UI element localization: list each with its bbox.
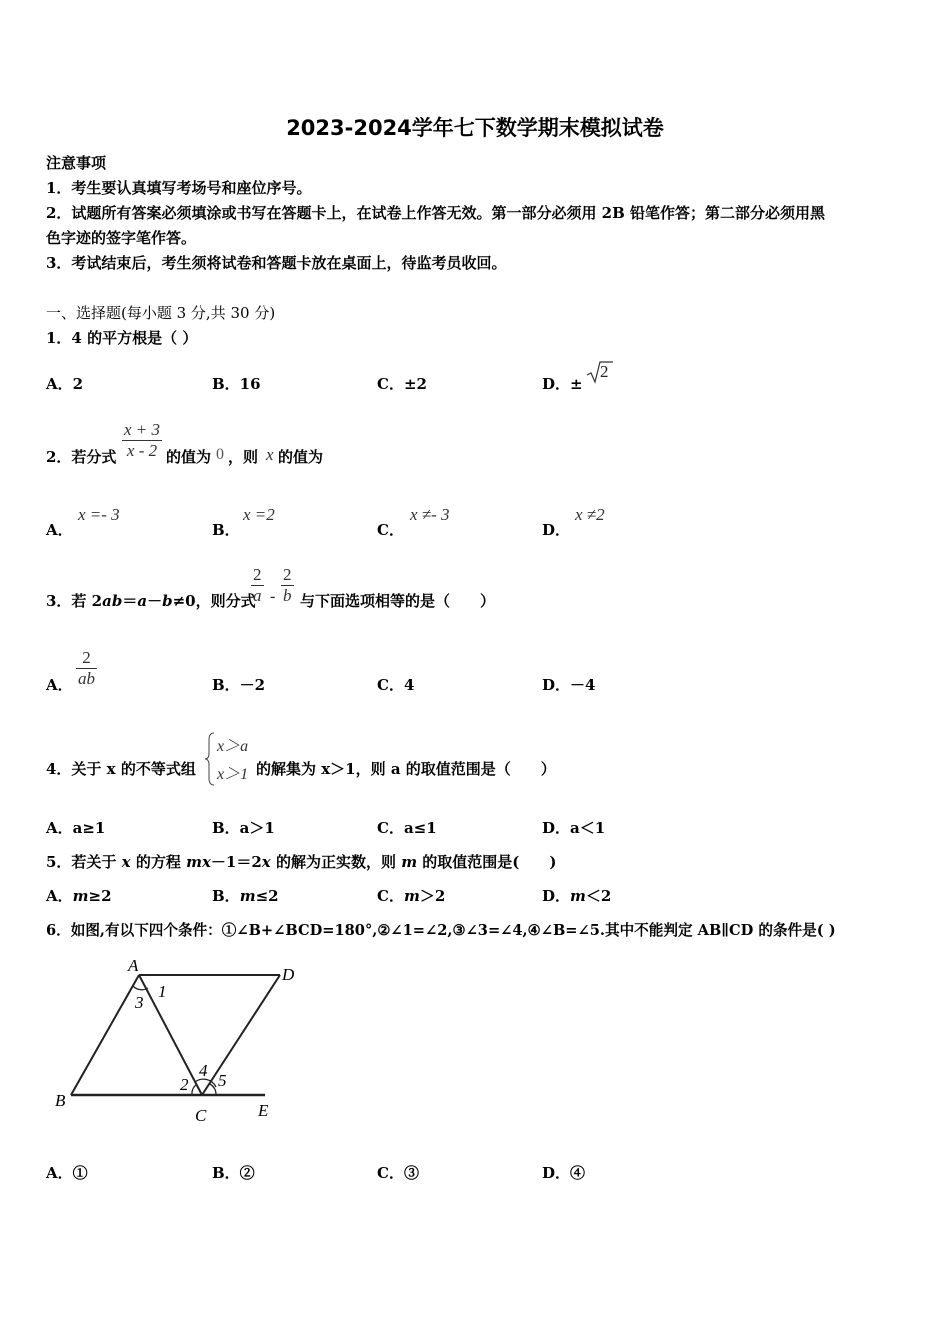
q3-cond: ≠0，则分式 xyxy=(172,592,256,610)
q3-a: a xyxy=(137,592,148,610)
label-angle-2: 2 xyxy=(180,1075,189,1094)
segment-AB xyxy=(71,975,139,1095)
q3-option-a-fraction xyxy=(76,648,97,689)
q5-c-var: m xyxy=(403,887,420,905)
q3-option-d: D．－4 xyxy=(542,676,596,694)
q5-c-label: C． xyxy=(377,887,404,905)
question-2-end: 的值为 xyxy=(278,448,324,466)
label-D: D xyxy=(282,965,295,984)
q2-option-c: x ≠- 3 xyxy=(410,505,450,524)
question-3-post: 与下面选项相等的是（ ） xyxy=(300,592,496,610)
q2-fraction-denominator: x - 2 xyxy=(122,440,162,461)
q5-a-rel: ≥2 xyxy=(88,887,112,905)
q3-option-a-numerator: 2 xyxy=(82,648,91,667)
q3-fraction-1-denominator: a xyxy=(253,586,262,605)
q5-mx: mx xyxy=(186,853,211,871)
q2-fraction-numerator: x + 3 xyxy=(124,420,161,439)
q1-option-a: A．2 xyxy=(46,375,84,393)
label-angle-5: 5 xyxy=(218,1071,227,1090)
q3-eq: ＝ xyxy=(122,592,138,610)
q4-system-line-1: x＞a xyxy=(217,738,249,755)
question-2-mid: 的值为 xyxy=(166,448,212,466)
q5-x2: x xyxy=(261,853,271,871)
q5-option-c xyxy=(377,885,445,906)
question-6-stem: 6．如图,有以下四个条件：①∠B+∠BCD=180°,②∠1=∠2,③∠3=∠4,④∠B=∠5.其中不能判定 AB∥CD 的条件是( ) xyxy=(46,922,836,939)
q4-option-c: C．a≤1 xyxy=(377,819,437,837)
q3-option-c: C．4 xyxy=(377,676,415,694)
q5-a-label: A． xyxy=(46,887,73,905)
q2-option-b: x =2 xyxy=(243,505,275,524)
q3-fraction-2-numerator: 2 xyxy=(283,565,292,584)
q5-b-label: B． xyxy=(212,887,240,905)
q2-option-a: x =- 3 xyxy=(78,505,120,524)
notice-item-2-cont: 色字迹的签字笔作答。 xyxy=(46,229,197,247)
q5-p5: 的取值范围是( ) xyxy=(417,853,557,871)
q4-option-b: B．a＞1 xyxy=(212,819,275,837)
notice-item-1: 1．考生要认真填写考场号和座位序号。 xyxy=(46,179,312,197)
q1-option-c: C．±2 xyxy=(377,375,427,393)
q2-option-c-label: C． xyxy=(377,521,404,539)
q3-b: b xyxy=(162,592,173,610)
label-C: C xyxy=(195,1106,207,1125)
question-3-pre xyxy=(46,590,256,611)
q6-option-c: C．③ xyxy=(377,1164,419,1182)
q2-option-d-label: D． xyxy=(542,521,571,539)
q6-option-d: D．④ xyxy=(542,1164,586,1182)
q5-p2: 的方程 xyxy=(130,853,187,871)
q2-fraction xyxy=(122,420,162,461)
q4-option-d: D．a＜1 xyxy=(542,819,606,837)
q5-d-rel: ＜2 xyxy=(585,887,612,905)
segment-AC xyxy=(139,975,202,1095)
q2-option-a-label: A． xyxy=(46,521,73,539)
q1-option-b: B．16 xyxy=(212,375,261,393)
q3-minus: － xyxy=(147,592,163,610)
brace-icon xyxy=(204,732,216,786)
label-angle-1: 1 xyxy=(158,982,167,1001)
question-2-number: 2．若分式 xyxy=(46,448,117,466)
question-1-stem: 1．4 的平方根是（ ） xyxy=(46,329,198,347)
q3-option-a-denominator: ab xyxy=(78,669,95,688)
geometry-figure xyxy=(50,950,295,1130)
q5-p3: －1＝2 xyxy=(210,853,262,871)
label-B: B xyxy=(55,1091,66,1110)
q6-option-b: B．② xyxy=(212,1164,255,1182)
segment-DC xyxy=(202,975,280,1095)
q3-fraction-2 xyxy=(281,565,294,606)
q5-x: x xyxy=(121,853,131,871)
q5-a-var: m xyxy=(72,887,89,905)
notice-heading: 注意事项 xyxy=(46,154,107,172)
question-4-pre: 4．关于 x 的不等式组 xyxy=(46,760,196,778)
q5-option-d xyxy=(542,885,611,906)
question-2-comma: ，则 xyxy=(228,448,259,466)
q3-option-b: B．－2 xyxy=(212,676,266,694)
notice-item-2: 2．试题所有答案必须填涂或书写在答题卡上，在试卷上作答无效。第一部分必须用 2B 铅笔作答；第二部分必须用黑 xyxy=(46,204,826,222)
q3-fraction-2-denominator: b xyxy=(283,586,292,605)
label-angle-3: 3 xyxy=(135,993,144,1012)
q2-option-d: x ≠2 xyxy=(575,505,605,524)
q2-option-b-label: B． xyxy=(212,521,240,539)
page-title: 2023-2024学年七下数学期末模拟试卷 xyxy=(286,116,664,140)
q5-c-rel: ＞2 xyxy=(419,887,446,905)
q1-option-d-label: D．± xyxy=(542,375,583,393)
question-5-stem xyxy=(46,851,556,872)
section-heading: 一、选择题(每小题 3 分,共 30 分) xyxy=(46,304,276,322)
q5-m: m xyxy=(401,853,418,871)
q5-option-a xyxy=(46,885,112,906)
q5-p1: 5．若关于 xyxy=(46,853,122,871)
q5-p4: 的解为正实数，则 xyxy=(270,853,402,871)
q1-option-d-radicand: 2 xyxy=(600,362,609,381)
label-E: E xyxy=(258,1101,269,1120)
q5-d-var: m xyxy=(570,887,586,905)
q3-pre: 3．若 2 xyxy=(46,592,103,610)
q5-b-var: m xyxy=(239,887,256,905)
q3-fraction-1 xyxy=(251,565,264,606)
label-angle-4: 4 xyxy=(199,1061,208,1080)
q3-ab: ab xyxy=(102,592,123,610)
question-4-post: 的解集为 x＞1，则 a 的取值范围是（ ） xyxy=(256,760,556,778)
q3-operator: - xyxy=(270,588,276,605)
q4-option-a: A．a≥1 xyxy=(46,819,106,837)
q2-zero: 0 xyxy=(216,446,224,463)
q5-b-rel: ≤2 xyxy=(255,887,279,905)
q3-option-a-label: A． xyxy=(46,676,73,694)
q5-d-label: D． xyxy=(542,887,571,905)
q5-option-b xyxy=(212,885,279,906)
q2-var: x xyxy=(266,445,274,464)
q3-fraction-1-numerator: 2 xyxy=(253,565,262,584)
q6-option-a: A．① xyxy=(46,1164,88,1182)
notice-item-3: 3．考试结束后，考生须将试卷和答题卡放在桌面上，待监考员收回。 xyxy=(46,254,507,272)
label-A: A xyxy=(128,956,139,975)
q4-system-line-2: x＞1 xyxy=(217,766,249,783)
